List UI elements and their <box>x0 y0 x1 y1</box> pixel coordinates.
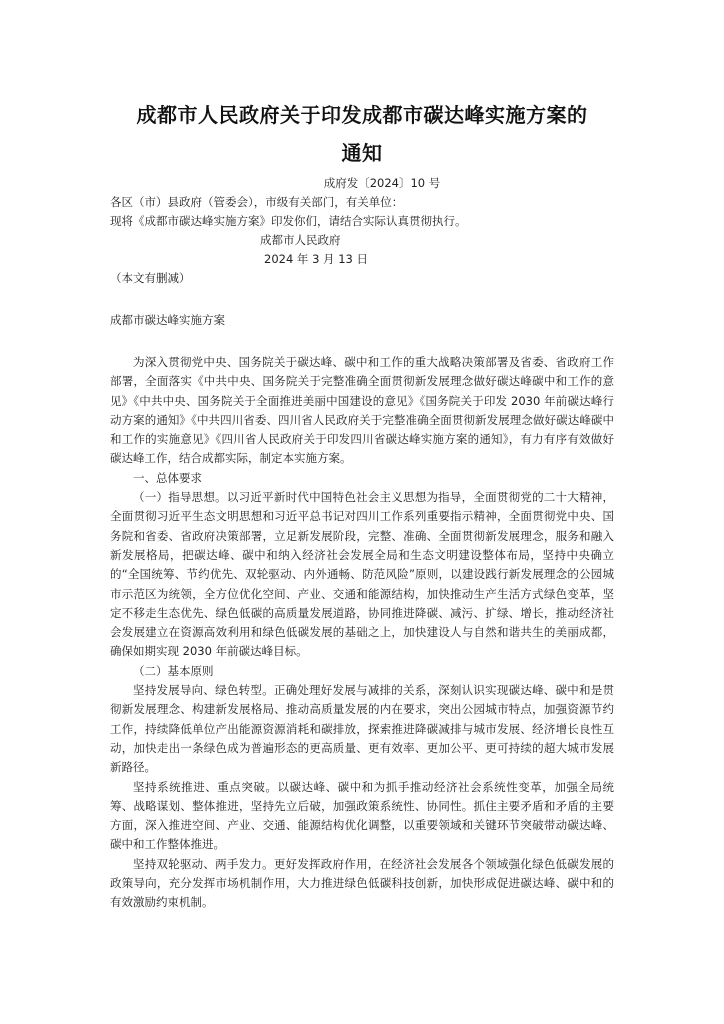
principle-paragraph-3: 坚持双轮驱动、两手发力。更好发挥政府作用，在经济社会发展各个领域强化绿色低碳发展的政策导向，充分发挥市场机制作用，大力推进绿色低碳科技创新，加快形成促进碳达峰、碳中和的有效激励约束机制。 <box>110 856 614 910</box>
intro-paragraph: 为深入贯彻党中央、国务院关于碳达峰、碳中和工作的重大战略决策部署及省委、省政府工作部署，全面落实《中共中央、国务院关于完整准确全面贯彻新发展理念做好碳达峰碳中和工作的意见》《中共中央、国务院关于全面推进美丽中国建设的意见》《国务院关于印发 2030 年前碳达峰行动方案的通知》《中共四川省委、四川省人民政府关于完整准确全面贯彻新发展理念做好碳达峰碳中和工作的实施意见》《四川省人民政府关于印发四川省碳达峰实施方案的通知》，有力有序有效做好碳达峰工作，结合成都实际，制定本实施方案。 <box>110 355 614 466</box>
document-title <box>110 96 614 172</box>
guiding-ideology-heading: （一）指导思想。 <box>133 490 227 505</box>
principle-paragraph-1: 坚持发展导向、绿色转型。正确处理好发展与减排的关系，深刻认识实现碳达峰、碳中和是贯彻新发展理念、构建新发展格局、推动高质量发展的内在要求，突出公园城市特点，加强资源节约工作，持续降低单位产出能源资源消耗和碳排放，探索推进降碳减排与城市发展、经济增长良性互动，加快走出一条绿色成为普遍形态的更高质量、更有效率、更加公平、更可持续的超大城市发展新路径。 <box>110 683 614 775</box>
notice-text: 现将《成都市碳达峰实施方案》印发你们，请结合实际认真贯彻执行。 <box>110 214 467 228</box>
title-line-2: 通知 <box>341 141 383 165</box>
issuer: 成都市人民政府 <box>260 233 341 247</box>
abridged-note: （本文有删减） <box>110 271 191 285</box>
title-line-1: 成都市人民政府关于印发成都市碳达峰实施方案的 <box>136 103 588 127</box>
principle-paragraph-2: 坚持系统推进、重点突破。以碳达峰、碳中和为抓手推动经济社会系统性变革，加强全局统筹、战略谋划、整体推进，坚持先立后破，加强政策系统性、协同性。抓住主要矛盾和矛盾的主要方面，深入推进空间、产业、交通、能源结构优化调整，以重要领域和关键环节突破带动碳达峰、碳中和工作整体推进。 <box>110 779 614 852</box>
section-heading-general: 一、总体要求 <box>133 470 202 485</box>
document-number: 成府发〔2024〕10 号 <box>323 176 441 190</box>
recipients: 各区（市）县政府（管委会），市级有关部门，有关单位： <box>110 195 404 209</box>
basic-principles-heading: （二）基本原则 <box>133 663 214 678</box>
guiding-ideology-paragraph <box>110 488 614 662</box>
plan-title: 成都市碳达峰实施方案 <box>110 313 225 327</box>
issue-date: 2024 年 3 月 13 日 <box>264 252 368 266</box>
guiding-ideology-text: 以习近平新时代中国特色社会主义思想为指导，全面贯彻党的二十大精神，全面贯彻习近平生态文明思想和习近平总书记对四川工作系列重要指示精神，全面贯彻党中央、国务院和省委、省政府决策部署，立足新发展阶段，完整、准确、全面贯彻新发展理念，服务和融入新发展格局，把碳达峰、碳中和纳入经济社会发展全局和生态文明建设整体布局，坚持中央确立的“全国统筹、节约优先、双轮驱动、内外通畅、防范风险”原则，以建设践行新发展理念的公园城市示范区为统领，全方位优化空间、产业、交通和能源结构，加快推动生产生活方式绿色变革，坚定不移走生态优先、绿色低碳的高质量发展道路，协同推进降碳、减污、扩绿、增长，推动经济社会发展建立在资源高效利用和绿色低碳发展的基础之上，加快建设人与自然和谐共生的美丽成都，确保如期实现 2030 年前碳达峰目标。 <box>110 490 615 659</box>
